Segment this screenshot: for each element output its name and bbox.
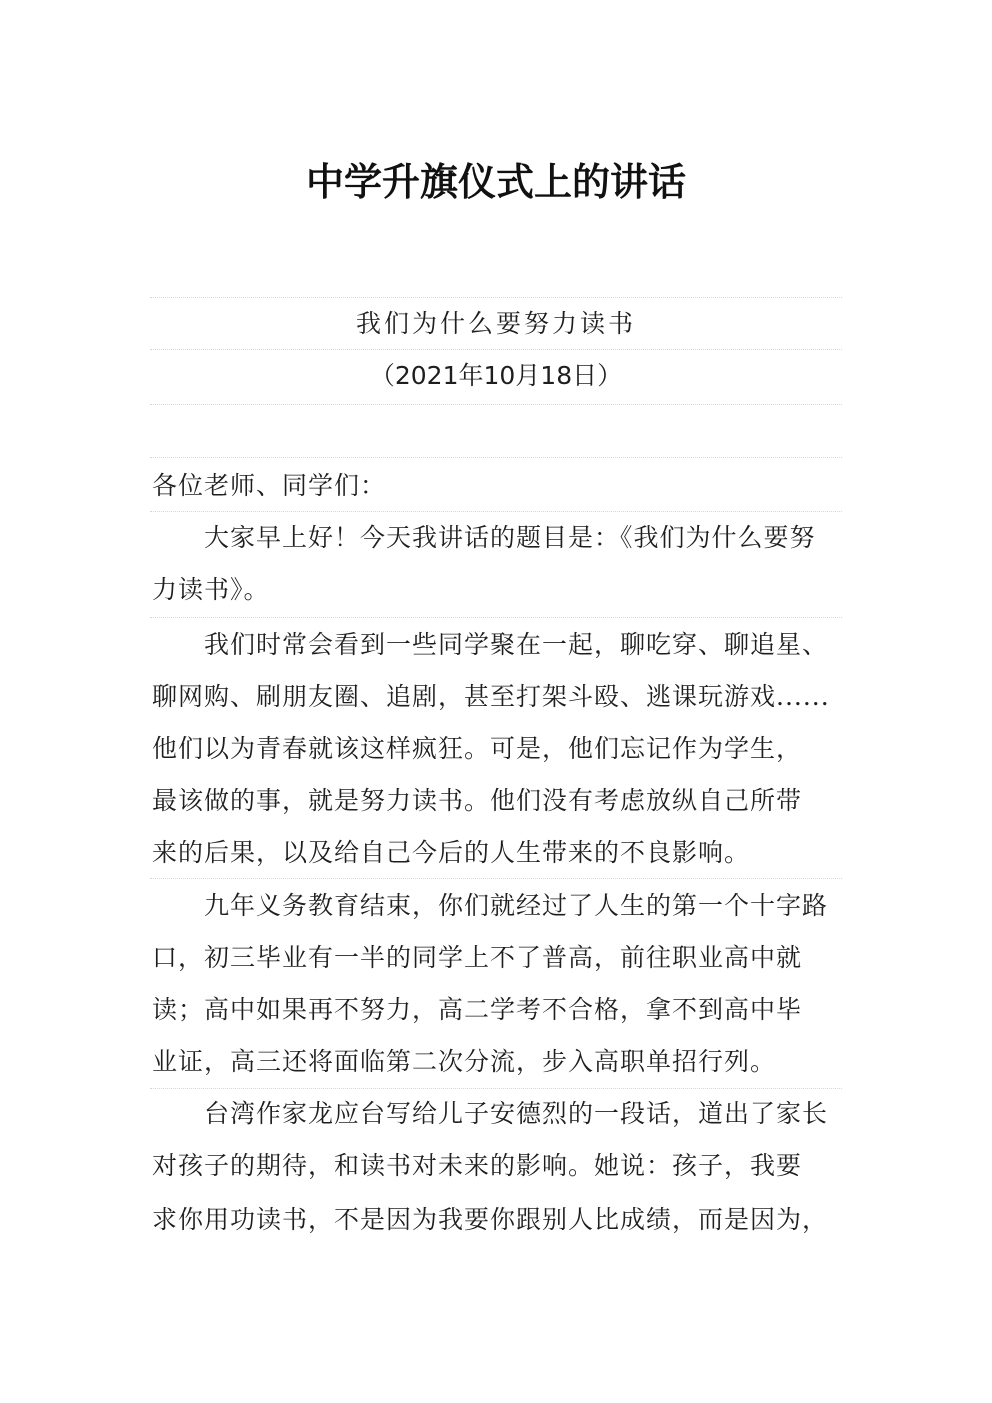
document-title: 中学升旗仪式上的讲话 xyxy=(305,159,686,204)
body-line: 业证，高三还将面临第二次分流，步入高职单招行列。 xyxy=(152,1047,777,1076)
divider xyxy=(150,457,842,458)
body-line: 读；高中如果再不努力，高二学考不合格，拿不到高中毕 xyxy=(152,995,803,1024)
speech-date: （2021年10月18日） xyxy=(369,361,623,390)
body-line: 大家早上好！今天我讲话的题目是：《我们为什么要努 xyxy=(152,523,816,552)
salutation: 各位老师、同学们： xyxy=(152,471,387,500)
body-line: 求你用功读书，不是因为我要你跟别人比成绩，而是因为， xyxy=(152,1205,829,1234)
body-line: 力读书》。 xyxy=(152,575,270,604)
body-line: 台湾作家龙应台写给儿子安德烈的一段话，道出了家长 xyxy=(152,1099,829,1128)
body-line: 口，初三毕业有一半的同学上不了普高，前往职业高中就 xyxy=(152,943,803,972)
body-line: 聊网购、刷朋友圈、追剧，甚至打架斗殴、逃课玩游戏...... xyxy=(152,682,830,711)
divider xyxy=(150,617,842,618)
body-line: 最该做的事，就是努力读书。他们没有考虑放纵自己所带 xyxy=(152,786,803,815)
body-line: 我们时常会看到一些同学聚在一起，聊吃穿、聊追星、 xyxy=(152,630,829,659)
body-line: 他们以为青春就该这样疯狂。可是，他们忘记作为学生， xyxy=(152,734,803,763)
divider xyxy=(150,404,842,405)
body-line: 来的后果，以及给自己今后的人生带来的不良影响。 xyxy=(152,838,751,867)
body-line: 九年义务教育结束，你们就经过了人生的第一个十字路 xyxy=(152,891,829,920)
body-line: 对孩子的期待，和读书对未来的影响。她说：孩子，我要 xyxy=(152,1151,803,1180)
speech-subtitle: 我们为什么要努力读书 xyxy=(355,309,636,338)
divider xyxy=(150,878,842,879)
